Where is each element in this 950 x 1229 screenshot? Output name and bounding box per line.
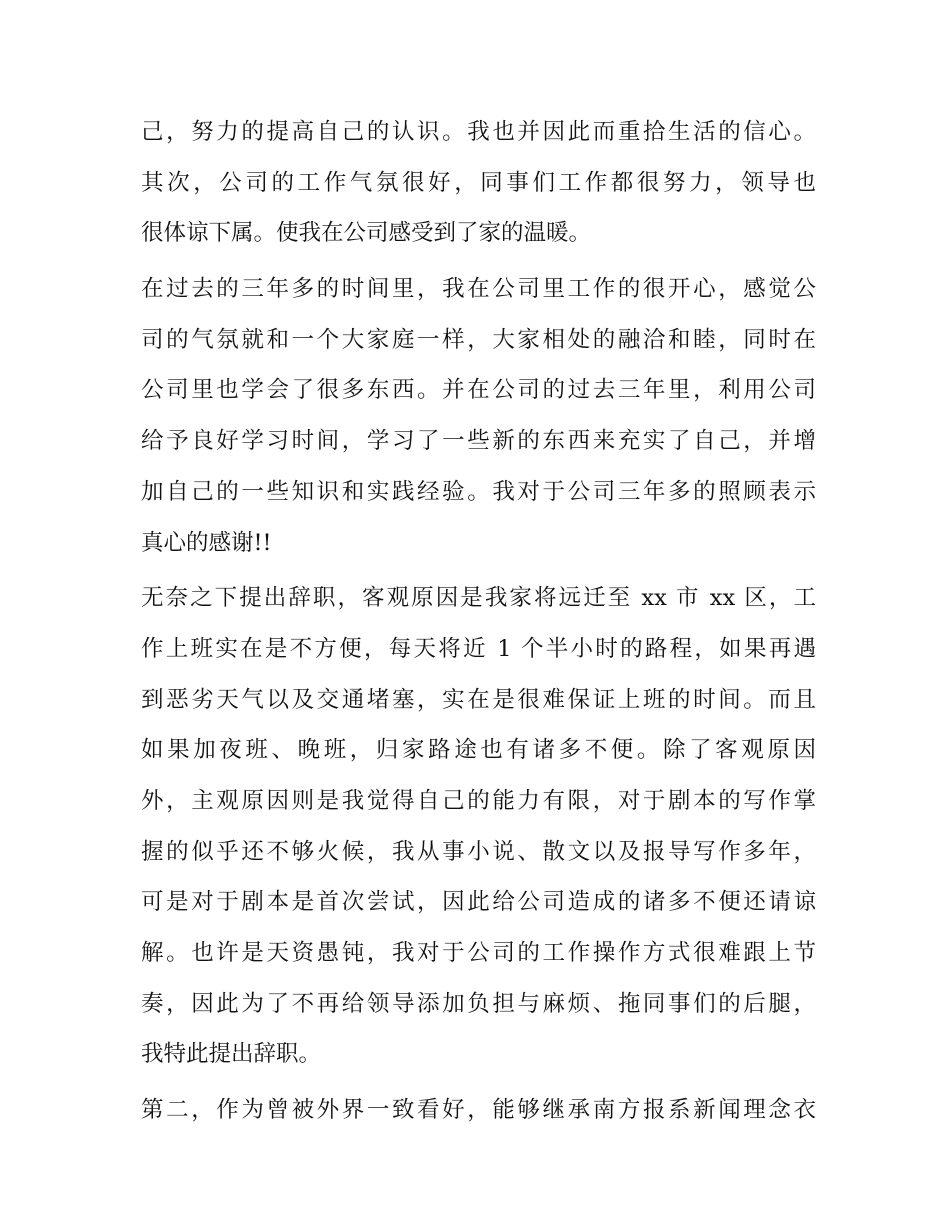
text-line: 加自己的一些知识和实践经验。我对于公司三年多的照顾表示 [141,478,816,505]
text-line: 很体谅下属。使我在公司感受到了家的温暖。 [141,220,592,247]
text-line: 可是对于剧本是首次尝试，因此给公司造成的诸多不便还请谅 [141,889,816,916]
text-line: 司的气氛就和一个大家庭一样，大家相处的融洽和睦，同时在 [141,326,816,353]
text-line: 第二，作为曾被外界一致看好，能够继承南方报系新闻理念衣 [141,1097,816,1124]
text-line: 到恶劣天气以及交通堵塞，实在是很难保证上班的时间。而且 [141,686,816,713]
text-line: 外，主观原因则是我觉得自己的能力有限，对于剧本的写作掌 [141,787,816,814]
paragraph-3 [141,573,816,1080]
paragraph-1 [141,107,816,259]
text-line: 奏，因此为了不再给领导添加负担与麻烦、拖同事们的后腿， [141,990,816,1017]
text-line: 其次，公司的工作气氛很好，同事们工作都很努力，领导也 [141,169,816,196]
document-body [141,107,816,1136]
text-line: 己，努力的提高自己的认识。我也并因此而重拾生活的信心。 [141,119,816,145]
text-line: 无奈之下提出辞职，客观原因是我家将远迁至 xx 市 xx 区，工 [141,585,816,612]
text-line: 公司里也学会了很多东西。并在公司的过去三年里，利用公司 [141,377,816,404]
text-line: 给予良好学习时间，学习了一些新的东西来充实了自己，并增 [141,428,816,455]
text-line: 握的似乎还不够火候，我从事小说、散文以及报导写作多年， [141,838,816,865]
text-line: 作上班实在是不方便，每天将近 1 个半小时的路程，如果再遇 [141,635,816,662]
paragraph-2 [141,264,816,568]
text-line: 真心的感谢!! [141,529,272,556]
text-line: 如果加夜班、晚班，归家路途也有诸多不便。除了客观原因 [141,737,816,764]
paragraph-4 [141,1085,816,1136]
text-line: 我特此提出辞职。 [141,1041,322,1068]
text-line: 在过去的三年多的时间里，我在公司里工作的很开心，感觉公 [141,276,816,303]
text-line: 解。也许是天资愚钝，我对于公司的工作操作方式很难跟上节 [141,940,816,966]
